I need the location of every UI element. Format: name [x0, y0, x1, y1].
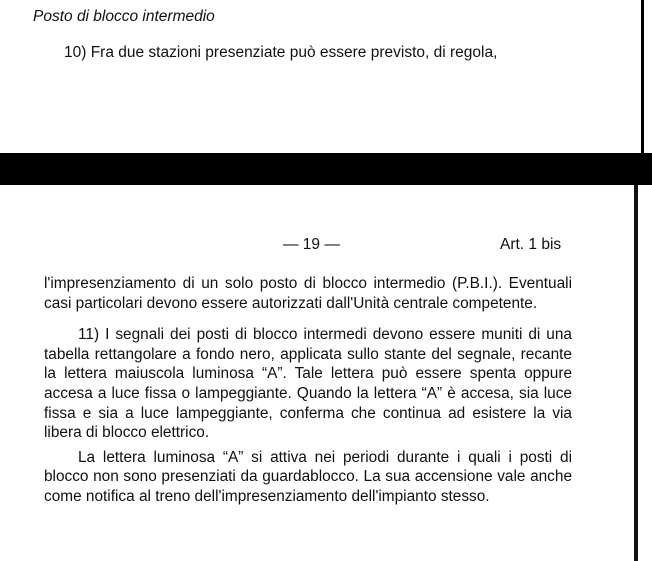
bottom-page — [0, 185, 638, 561]
article-reference: Art. 1 bis — [500, 236, 562, 253]
section-heading: Posto di blocco intermedio — [33, 8, 215, 25]
paragraph-10-start: 10) Fra due stazioni presenziate può essere previsto, di regola, — [64, 44, 498, 61]
page-number: — 19 — — [283, 236, 340, 253]
paragraph-lettera-a: La lettera luminosa “A” si attiva nei periodi durante i quali i posti di blocco non sono presenziati da guardablocco. La sua accensione vale anche come notifica al treno dell'impresenziamento dell'impianto stesso. — [44, 448, 572, 505]
paragraph-11: 11) I segnali dei posti di blocco intermedi devono essere muniti di una tabella rettangolare a fondo nero, applicata sullo stante del segnale, recante la lettera maiuscola luminosa “A”. Tale lettera può essere spenta oppure accesa a luce fissa o lampeggiante. Quando la lettera “A” è accesa, sia luce fissa e sia a luce lampeggiante, conferma che continua ad esistere la via libera di blocco elettrico. — [44, 326, 572, 442]
top-page — [0, 0, 644, 153]
page-gap-band — [0, 153, 652, 185]
body-text — [44, 274, 572, 507]
paragraph-continuation: l'impresenziamento di un solo posto di blocco intermedio (P.B.I.). Eventuali casi particolari devono essere autorizzati dall'Unità centrale competente. — [44, 275, 572, 312]
